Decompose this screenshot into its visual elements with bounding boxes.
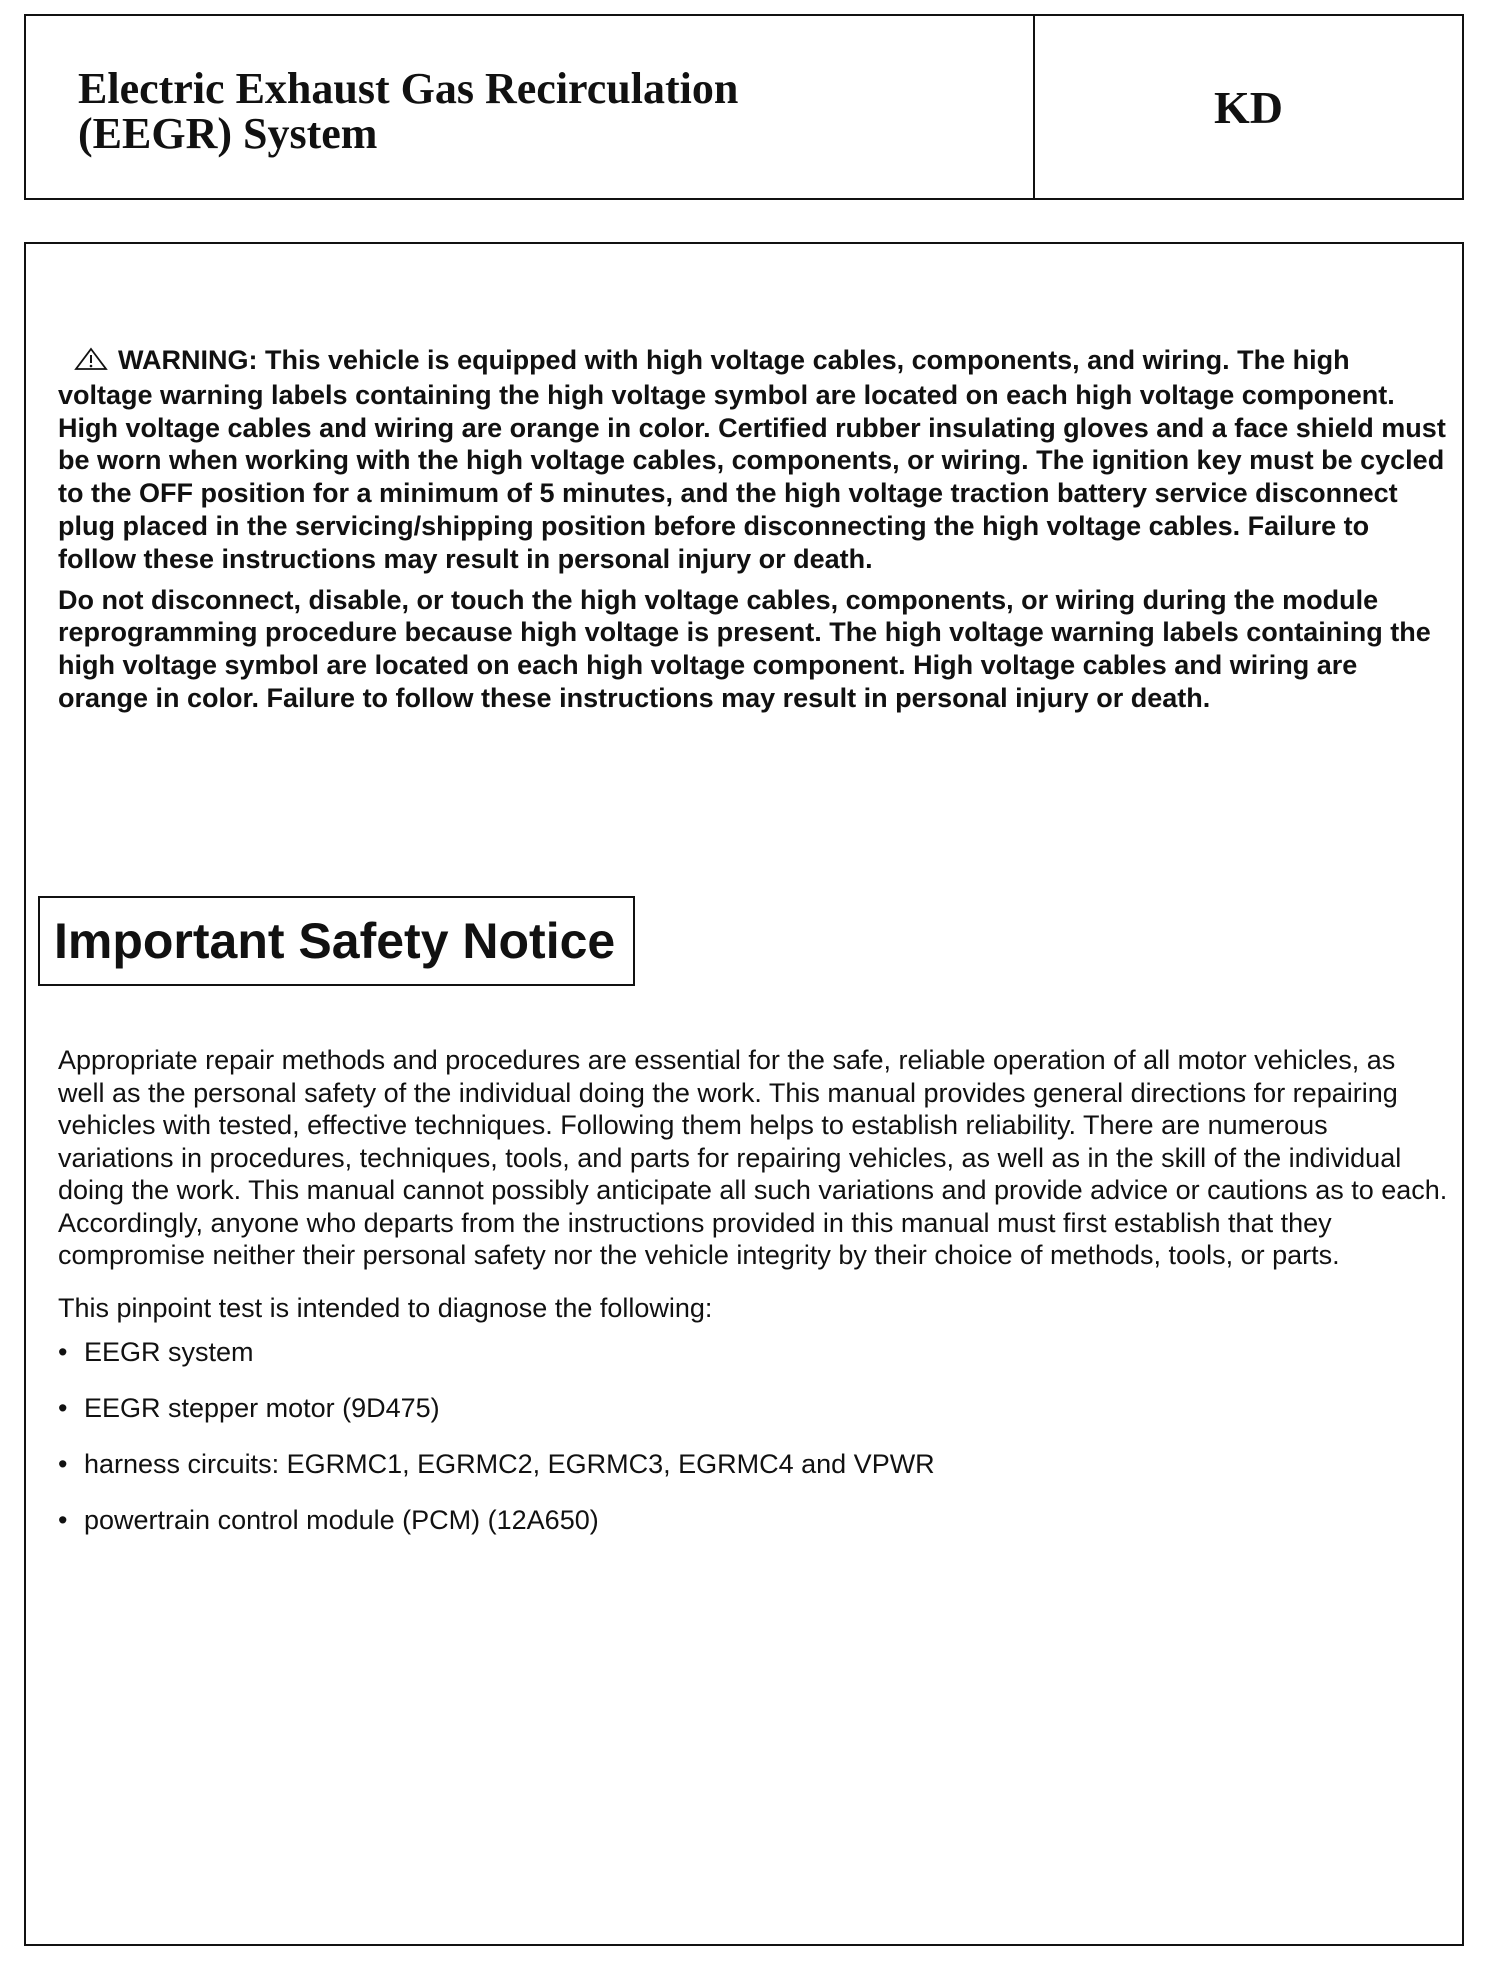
notice-block <box>58 1044 1448 1560</box>
list-item: • EEGR system <box>58 1337 254 1367</box>
notice-heading: Important Safety Notice <box>38 896 635 986</box>
warning-paragraph-2: Do not disconnect, disable, or touch the high voltage cables, components, or wiring during the module reprogramming procedure because high voltage is present. The high voltage warning labels containing the high voltage symbol are located on each high voltage component. High voltage cables and wiring are orange in color. Failure to follow these instructions may result in personal injury or death. <box>58 584 1431 713</box>
warning-triangle-icon <box>74 346 108 379</box>
list-item: • EEGR stepper motor (9D475) <box>58 1393 440 1423</box>
warning-text-1: WARNING: This vehicle is equipped with high voltage cables, components, and wiring. The high voltage warning labels containing the high voltage symbol are located on each high voltage component. High voltage cables and wiring are orange in color. Certified rubber insulating gloves and a face shield must be worn when working with the high voltage cables, components, or wiring. The ignition key must be cycled to the OFF position for a minimum of 5 minutes, and the high voltage traction battery service disconnect plug placed in the servicing/shipping position before disconnecting the high voltage cables. Failure to follow these instructions may result in personal injury or death. <box>58 345 1446 574</box>
list-item: • harness circuits: EGRMC1, EGRMC2, EGRMC3, EGRMC4 and VPWR <box>58 1449 935 1479</box>
list-item-text: powertrain control module (PCM) (12A650) <box>84 1505 599 1535</box>
title-line-1: Electric Exhaust Gas Recirculation <box>78 64 739 113</box>
section-code: KD <box>1214 81 1283 133</box>
list-item-text: EEGR stepper motor (9D475) <box>84 1393 440 1423</box>
page-title <box>26 16 1035 198</box>
diagnosis-list <box>58 1336 1448 1536</box>
warning-paragraph-1 <box>58 344 1448 576</box>
list-item: • powertrain control module (PCM) (12A650) <box>58 1505 599 1535</box>
warning-block <box>58 344 1448 715</box>
notice-body: Appropriate repair methods and procedures are essential for the safe, reliable operation of all motor vehicles, as well as the personal safety of the individual doing the work. This manual provides general directions for repairing vehicles with tested, effective techniques. Following them helps to establish reliability. There are numerous variations in procedures, techniques, tools, and parts for repairing vehicles, as well as in the skill of the individual doing the work. This manual cannot possibly anticipate all such variations and provide advice or cautions as to each. Accordingly, anyone who departs from the instructions provided in this manual must first establish that they compromise neither their personal safety nor the vehicle integrity by their choice of methods, tools, or parts. <box>58 1045 1448 1270</box>
list-item-text: EEGR system <box>84 1337 254 1367</box>
content-box <box>24 242 1464 1946</box>
header-box <box>24 14 1464 200</box>
list-item-text: harness circuits: EGRMC1, EGRMC2, EGRMC3, EGRMC4 and VPWR <box>84 1449 935 1479</box>
diagnosis-intro: This pinpoint test is intended to diagnose the following: <box>58 1292 713 1323</box>
title-line-2: (EEGR) System <box>78 109 378 158</box>
